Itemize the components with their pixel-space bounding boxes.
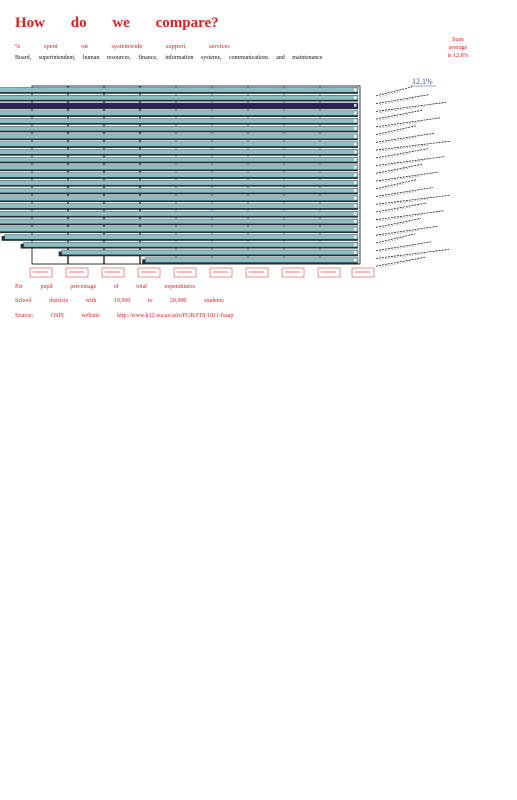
category-label [376, 141, 451, 150]
bar [0, 165, 358, 170]
x-tick-mark [66, 268, 88, 277]
bar [0, 211, 358, 216]
bar-end-marker [354, 220, 357, 223]
bar [0, 87, 358, 92]
category-label [380, 215, 424, 221]
category-label [380, 106, 425, 112]
category-label [376, 157, 445, 166]
category-label [380, 176, 420, 182]
category-label [376, 87, 412, 96]
category-label [376, 242, 432, 251]
bar [0, 111, 358, 116]
bar [0, 149, 358, 154]
bar-end-marker [354, 251, 357, 254]
bar-end-marker [354, 127, 357, 130]
page-title: How do we compare? [15, 15, 219, 31]
x-tick-mark [210, 268, 232, 277]
footer-line-3: Source: OSPI website http://www.k12.wa.us/safs/PUB/FIN/1011/fsaap [15, 313, 234, 319]
category-label [380, 122, 421, 128]
bar [0, 204, 358, 209]
bar [0, 134, 358, 139]
bar [0, 196, 358, 201]
bar [0, 227, 358, 232]
bar-layer [0, 87, 358, 264]
bar-end-marker [354, 143, 357, 146]
bar [0, 118, 358, 123]
category-label [380, 230, 419, 236]
category-label [376, 203, 427, 212]
footer-line-2: School districts with 10,000 to 20,000 students [15, 298, 224, 304]
category-label [380, 99, 413, 105]
category-label [380, 161, 424, 167]
x-tick-mark [352, 268, 374, 277]
bar [0, 126, 358, 131]
category-label [376, 211, 444, 220]
category-label [376, 95, 429, 104]
bar [0, 103, 358, 108]
bar [0, 188, 358, 193]
bar-end-marker [354, 212, 357, 215]
bar-end-marker [354, 174, 357, 177]
bar-end-marker [354, 135, 357, 138]
bar-end-marker [354, 228, 357, 231]
category-label [380, 191, 416, 197]
footer-line-1: Per pupil percentage of total expenditures [15, 284, 196, 290]
bar [0, 180, 358, 185]
category-label [376, 102, 446, 111]
bar-end-marker [354, 112, 357, 115]
category-label [376, 164, 422, 173]
bar-end-marker [354, 96, 357, 99]
category-label [380, 114, 409, 120]
category-label [376, 218, 421, 227]
bar [62, 250, 358, 255]
category-label [376, 195, 450, 204]
bar-end-marker [354, 88, 357, 91]
category-label [376, 187, 433, 196]
bar [24, 242, 358, 247]
category-label [380, 168, 408, 174]
category-label [380, 207, 412, 213]
state-average-line3: is 12.8% [447, 53, 469, 59]
chart-subline: Board, superintendent, human resources, finance, information systems, communications and maintenance [15, 55, 323, 61]
bar-end-marker [354, 259, 357, 262]
bar-end-marker [354, 243, 357, 246]
bar-end-marker [354, 189, 357, 192]
bar-end-marker [354, 158, 357, 161]
category-label [380, 153, 412, 159]
bar [0, 95, 358, 100]
x-tick-mark [282, 268, 304, 277]
bar-end-marker [354, 205, 357, 208]
category-label [376, 257, 426, 266]
x-tick-mark [318, 268, 340, 277]
bar [5, 235, 358, 240]
x-tick-mark [246, 268, 268, 277]
bar [0, 219, 358, 224]
x-tick-mark [102, 268, 124, 277]
bar-end-marker [354, 197, 357, 200]
category-label [376, 133, 434, 142]
bar-end-marker [354, 104, 357, 107]
bar-chart [0, 0, 517, 300]
category-label [380, 222, 408, 228]
state-average-line1: State [452, 37, 464, 43]
category-label [380, 253, 427, 259]
x-tick-mark [30, 268, 52, 277]
category-label [376, 149, 428, 158]
bar-end-marker [354, 181, 357, 184]
x-tick-mark [174, 268, 196, 277]
state-average-line2: average [448, 45, 468, 51]
bar-end-marker [354, 166, 357, 169]
highlight-value-label: 12.1% [412, 77, 433, 86]
category-label [376, 249, 449, 258]
category-label [376, 180, 416, 189]
category-label [376, 126, 417, 135]
category-label [376, 110, 423, 119]
chart-subtitle: % spent on systemwide support services [15, 43, 230, 50]
bar-end-marker [354, 150, 357, 153]
bar [0, 142, 358, 147]
category-label [380, 137, 417, 143]
bar [0, 157, 358, 162]
category-label [380, 261, 411, 267]
bar-end-marker [354, 236, 357, 239]
bar-end-marker [354, 119, 357, 122]
x-tick-mark [138, 268, 160, 277]
category-label [380, 246, 415, 252]
bar [0, 173, 358, 178]
category-label [376, 234, 415, 243]
bar [145, 258, 358, 263]
